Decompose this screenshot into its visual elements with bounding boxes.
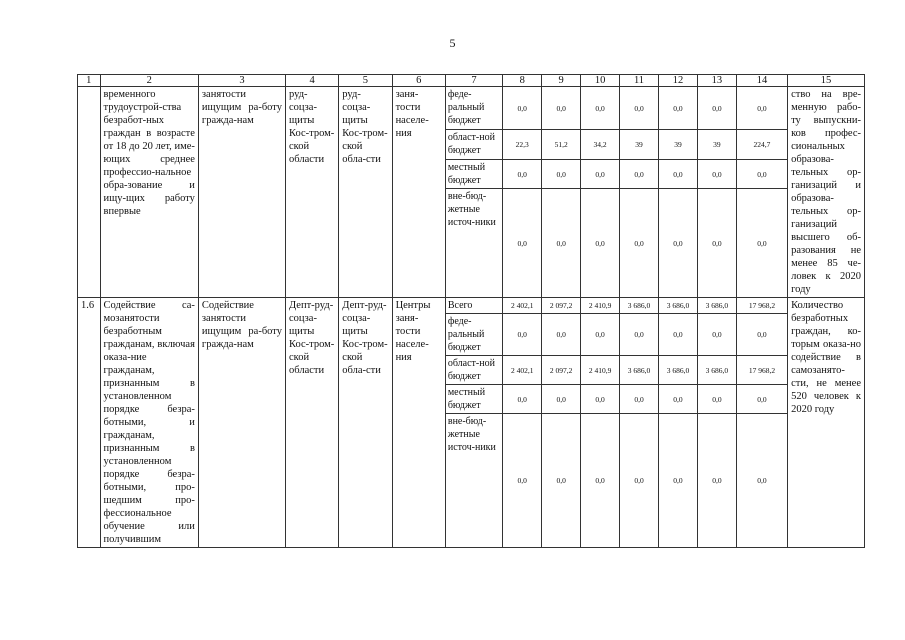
funding-value: 0,0 bbox=[620, 414, 659, 548]
expected-result: ство на вре-менную рабо-ту выпускни-ков профес-сиональных образова-тельных ор-ганизаций и образова-тельных ор-ганизаций высшего об-разования не менее 85 че-ловек к 2020 году bbox=[788, 87, 865, 298]
measure-name: временного трудоустрой-ства безработ-ных граждан в возрасте от 18 до 20 лет, име-ющих среднее профессио-нальное обра-зование и ищу-щих работу впервые bbox=[100, 87, 198, 298]
funding-source: феде-ральный бюджет bbox=[445, 87, 502, 130]
funding-value: 0,0 bbox=[542, 87, 581, 130]
funding-value: 0,0 bbox=[503, 87, 542, 130]
funding-value: 17 968,2 bbox=[736, 356, 787, 385]
funding-value: 0,0 bbox=[658, 87, 697, 130]
col-header: 7 bbox=[445, 75, 502, 87]
funding-value: 224,7 bbox=[736, 130, 787, 160]
coexecutor: Депт-руд-соцза-щиты Кос-тром-ской обла-сти bbox=[339, 298, 392, 548]
col-header: 4 bbox=[286, 75, 339, 87]
col-header: 9 bbox=[542, 75, 581, 87]
measure-goal: Содействие занятости ищущим ра-боту гражда-нам bbox=[198, 298, 285, 548]
funding-source: феде-ральный бюджет bbox=[445, 314, 502, 356]
funding-source: местный бюджет bbox=[445, 385, 502, 414]
funding-value: 0,0 bbox=[736, 189, 787, 298]
funding-value: 0,0 bbox=[658, 189, 697, 298]
row-id: 1.6 bbox=[78, 298, 101, 548]
funding-value: 3 686,0 bbox=[620, 298, 659, 314]
funding-value: 2 097,2 bbox=[542, 356, 581, 385]
expected-result: Количество безработных граждан, ко-торым оказа-но содействие в самозанято-сти, не менее 520 человек к 2020 году bbox=[788, 298, 865, 548]
col-header: 8 bbox=[503, 75, 542, 87]
funding-value: 2 402,1 bbox=[503, 356, 542, 385]
page-number: 5 bbox=[449, 36, 456, 50]
table-row bbox=[78, 87, 865, 130]
funding-value: 0,0 bbox=[503, 189, 542, 298]
funding-value: 3 686,0 bbox=[620, 356, 659, 385]
funding-value: 0,0 bbox=[581, 414, 620, 548]
funding-value: 0,0 bbox=[736, 87, 787, 130]
col-header: 6 bbox=[392, 75, 445, 87]
funding-value: 39 bbox=[697, 130, 736, 160]
funding-value: 0,0 bbox=[697, 385, 736, 414]
executor: Депт-руд-соцза-щиты Кос-тром-ской области bbox=[286, 298, 339, 548]
funding-value: 0,0 bbox=[542, 314, 581, 356]
funding-value: 0,0 bbox=[503, 414, 542, 548]
col-header: 13 bbox=[697, 75, 736, 87]
funding-value: 0,0 bbox=[620, 87, 659, 130]
funding-value: 2 402,1 bbox=[503, 298, 542, 314]
col-header: 3 bbox=[198, 75, 285, 87]
measure-goal: занятости ищущим ра-боту гражда-нам bbox=[198, 87, 285, 298]
recipient: Центры заня-тости населе-ния bbox=[392, 298, 445, 548]
funding-value: 3 686,0 bbox=[697, 298, 736, 314]
funding-value: 0,0 bbox=[620, 159, 659, 189]
funding-source: Всего bbox=[445, 298, 502, 314]
row-id bbox=[78, 87, 101, 298]
funding-value: 22,3 bbox=[503, 130, 542, 160]
executor: руд-соцза-щиты Кос-тром-ской области bbox=[286, 87, 339, 298]
funding-value: 34,2 bbox=[581, 130, 620, 160]
funding-value: 0,0 bbox=[658, 159, 697, 189]
funding-value: 0,0 bbox=[697, 189, 736, 298]
col-header: 10 bbox=[581, 75, 620, 87]
funding-value: 2 410,9 bbox=[581, 356, 620, 385]
funding-value: 0,0 bbox=[581, 314, 620, 356]
col-header: 1 bbox=[78, 75, 101, 87]
coexecutor: руд-соцза-щиты Кос-тром-ской обла-сти bbox=[339, 87, 392, 298]
col-header: 12 bbox=[658, 75, 697, 87]
col-header: 2 bbox=[100, 75, 198, 87]
funding-value: 2 410,9 bbox=[581, 298, 620, 314]
funding-value: 0,0 bbox=[658, 414, 697, 548]
funding-value: 3 686,0 bbox=[658, 298, 697, 314]
funding-value: 3 686,0 bbox=[658, 356, 697, 385]
measure-name: Содействие са-мозанятости безработным гражданам, включая оказа-ние гражданам, признанным в установленном порядке безра-ботными, и гражданам, признанным в установленном порядке безра-ботными, про-шедшим про-фессиональное обучение или получившим bbox=[100, 298, 198, 548]
funding-value: 39 bbox=[620, 130, 659, 160]
funding-source: местный бюджет bbox=[445, 159, 502, 189]
col-header: 11 bbox=[620, 75, 659, 87]
funding-value: 0,0 bbox=[658, 314, 697, 356]
funding-value: 0,0 bbox=[736, 414, 787, 548]
funding-value: 0,0 bbox=[736, 159, 787, 189]
funding-source: област-ной бюджет bbox=[445, 130, 502, 160]
funding-value: 2 097,2 bbox=[542, 298, 581, 314]
funding-value: 0,0 bbox=[620, 314, 659, 356]
col-header: 14 bbox=[736, 75, 787, 87]
funding-value: 39 bbox=[658, 130, 697, 160]
funding-value: 0,0 bbox=[503, 159, 542, 189]
funding-value: 0,0 bbox=[503, 385, 542, 414]
funding-value: 0,0 bbox=[658, 385, 697, 414]
funding-value: 0,0 bbox=[581, 159, 620, 189]
funding-value: 0,0 bbox=[542, 189, 581, 298]
funding-value: 0,0 bbox=[697, 414, 736, 548]
funding-value: 17 968,2 bbox=[736, 298, 787, 314]
funding-source: област-ной бюджет bbox=[445, 356, 502, 385]
col-header: 5 bbox=[339, 75, 392, 87]
funding-value: 0,0 bbox=[697, 314, 736, 356]
funding-value: 0,0 bbox=[620, 189, 659, 298]
funding-value: 0,0 bbox=[542, 159, 581, 189]
funding-source: вне-бюд-жетные источ-ники bbox=[445, 414, 502, 548]
funding-value: 0,0 bbox=[620, 385, 659, 414]
funding-value: 0,0 bbox=[697, 87, 736, 130]
program-table bbox=[77, 74, 865, 548]
funding-value: 0,0 bbox=[736, 314, 787, 356]
funding-value: 0,0 bbox=[581, 385, 620, 414]
funding-value: 0,0 bbox=[736, 385, 787, 414]
funding-value: 0,0 bbox=[503, 314, 542, 356]
funding-value: 0,0 bbox=[581, 87, 620, 130]
funding-value: 0,0 bbox=[581, 189, 620, 298]
funding-source: вне-бюд-жетные источ-ники bbox=[445, 189, 502, 298]
recipient: заня-тости населе-ния bbox=[392, 87, 445, 298]
funding-value: 0,0 bbox=[542, 385, 581, 414]
table-row bbox=[78, 298, 865, 314]
funding-value: 3 686,0 bbox=[697, 356, 736, 385]
funding-value: 0,0 bbox=[542, 414, 581, 548]
col-header: 15 bbox=[788, 75, 865, 87]
funding-value: 51,2 bbox=[542, 130, 581, 160]
funding-value: 0,0 bbox=[697, 159, 736, 189]
header-row bbox=[78, 75, 865, 87]
